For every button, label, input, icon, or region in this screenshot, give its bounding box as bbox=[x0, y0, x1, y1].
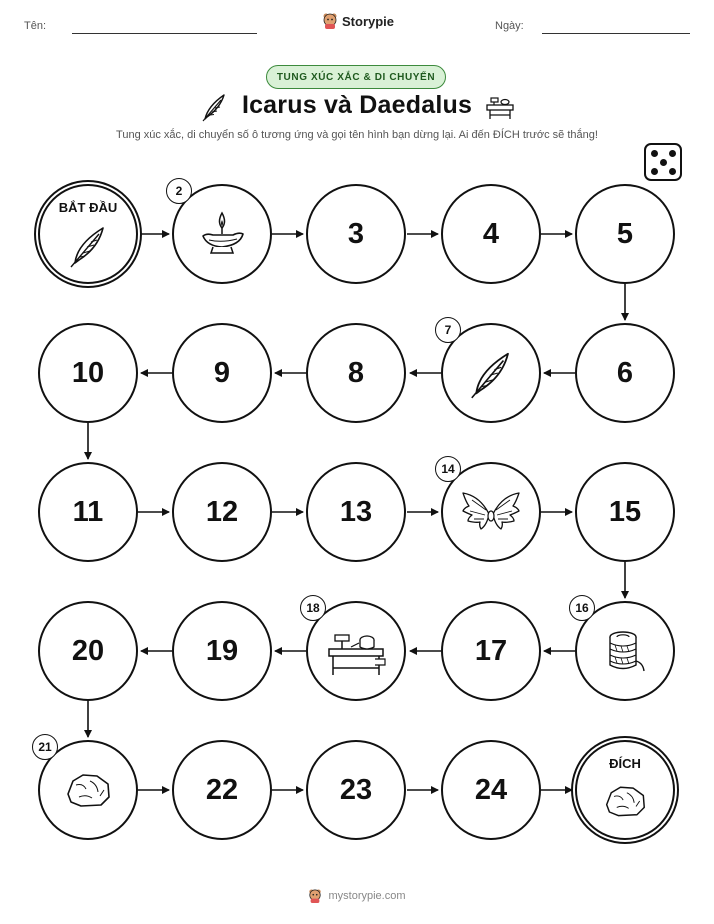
space-number: 16 bbox=[569, 595, 595, 621]
page-title: Icarus và Daedalus bbox=[241, 91, 473, 119]
space-3[interactable] bbox=[306, 184, 406, 284]
space-21[interactable] bbox=[38, 740, 138, 840]
rock-icon bbox=[603, 782, 647, 820]
space-number: 12 bbox=[205, 495, 239, 528]
space-10[interactable] bbox=[38, 323, 138, 423]
start-label: BẮT ĐẦU bbox=[58, 200, 118, 215]
space-14[interactable] bbox=[441, 462, 541, 562]
space-number: 23 bbox=[339, 773, 373, 806]
space-number: 7 bbox=[435, 317, 461, 343]
space-11[interactable] bbox=[38, 462, 138, 562]
space-number: 5 bbox=[616, 217, 634, 250]
space-number: 6 bbox=[616, 356, 634, 389]
start-space[interactable] bbox=[38, 184, 138, 284]
footer-site-link[interactable]: mystorypie.com bbox=[328, 890, 406, 902]
oil-lamp-icon bbox=[195, 207, 249, 261]
space-number: 22 bbox=[205, 773, 239, 806]
space-18[interactable] bbox=[306, 601, 406, 701]
space-24[interactable] bbox=[441, 740, 541, 840]
name-label: Tên: bbox=[24, 20, 47, 32]
feather-icon bbox=[465, 347, 517, 399]
space-number: 4 bbox=[482, 217, 500, 250]
space-19[interactable] bbox=[172, 601, 272, 701]
footer bbox=[0, 888, 714, 904]
space-12[interactable] bbox=[172, 462, 272, 562]
space-15[interactable] bbox=[575, 462, 675, 562]
space-number: 18 bbox=[300, 595, 326, 621]
space-number: 21 bbox=[32, 734, 58, 760]
space-number: 24 bbox=[474, 773, 508, 806]
space-number: 15 bbox=[608, 495, 642, 528]
space-2[interactable] bbox=[172, 184, 272, 284]
space-8[interactable] bbox=[306, 323, 406, 423]
space-number: 20 bbox=[71, 634, 105, 667]
space-number: 14 bbox=[435, 456, 461, 482]
space-6[interactable] bbox=[575, 323, 675, 423]
space-number: 10 bbox=[71, 356, 105, 389]
space-7[interactable] bbox=[441, 323, 541, 423]
wings-icon bbox=[460, 490, 522, 534]
finish-label: ĐÍCH bbox=[609, 756, 641, 771]
space-20[interactable] bbox=[38, 601, 138, 701]
space-13[interactable] bbox=[306, 462, 406, 562]
space-number: 3 bbox=[347, 217, 365, 250]
space-17[interactable] bbox=[441, 601, 541, 701]
space-9[interactable] bbox=[172, 323, 272, 423]
space-number: 8 bbox=[347, 356, 365, 389]
rock-icon bbox=[64, 770, 112, 810]
space-4[interactable] bbox=[441, 184, 541, 284]
space-number: 19 bbox=[205, 634, 239, 667]
space-22[interactable] bbox=[172, 740, 272, 840]
date-label: Ngày: bbox=[495, 20, 524, 32]
workbench-icon bbox=[323, 625, 389, 677]
instructions: Tung xúc xắc, di chuyển số ô tương ứng và gọi tên hình bạn dừng lại. Ai đến ĐÍCH trước sẽ thắng! bbox=[116, 129, 598, 141]
space-5[interactable] bbox=[575, 184, 675, 284]
space-number: 11 bbox=[72, 495, 104, 528]
feather-icon bbox=[65, 222, 111, 268]
space-23[interactable] bbox=[306, 740, 406, 840]
space-number: 17 bbox=[474, 634, 508, 667]
space-number: 13 bbox=[339, 495, 373, 528]
rope-coil-icon bbox=[603, 627, 647, 675]
space-number: 2 bbox=[166, 178, 192, 204]
bear-mascot-icon bbox=[308, 888, 322, 904]
activity-badge: TUNG XÚC XẮC & DI CHUYỂN bbox=[266, 65, 446, 89]
brand-name: Storypie bbox=[342, 13, 395, 29]
space-number: 9 bbox=[213, 356, 231, 389]
finish-space[interactable] bbox=[575, 740, 675, 840]
space-16[interactable] bbox=[575, 601, 675, 701]
